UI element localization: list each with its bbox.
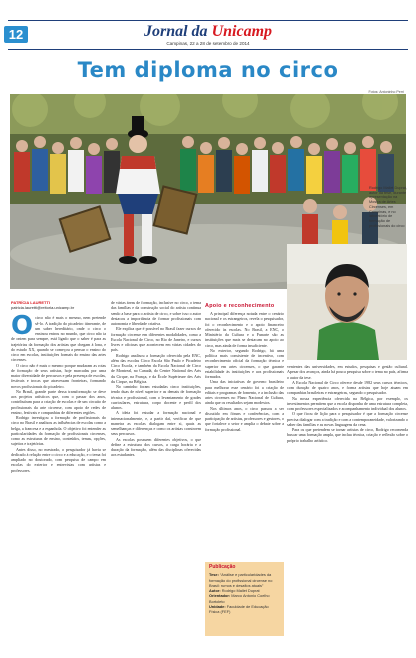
page-number: 12 — [4, 26, 28, 43]
masthead-rule — [8, 49, 408, 50]
article-paragraph: Para os que pretendem se tornar artistas de circo, Rodrigo recomenda buscar uma formação ampla, que inclua técnica, criação e reflexão sobre o próprio trabalho artístico. — [287, 427, 408, 443]
top-rule — [8, 20, 408, 21]
byline — [11, 300, 106, 310]
article-paragraph: Nos últimos anos, o circo passou a ser discutido em fóruns e conferências, com a participação de artistas, professores e gestores, o que fortalece o setor e amplia o debate sobre a formação profissional. — [205, 405, 284, 432]
article-paragraph: A ideia foi estudar a formação nacional e internacionalmente, e, a partir daí, verificar de que maneira as escolas dialogam entre si, quais as semelhanças e diferenças e como os artistas constroem seus percursos. — [111, 410, 201, 437]
article-headline: Tem diploma no circo — [77, 58, 339, 82]
article-paragraph: A Escola Nacional de Circo oferece desde 1982 seus cursos técnicos, com duração de quatro anos, e forma artistas que hoje atuam em companhias brasileiras e estrangeiras, segundo o pesquisador. — [287, 379, 408, 396]
newspaper-title-part2: Unicamp — [211, 23, 273, 40]
photo-caption: Rodrigo Mallet Duprat, autor da tese, durante apresentação na Mostra de Artes Circenses, em Campinas, e no laboratório de formação de profissionais do circo — [369, 186, 407, 228]
article-paragraph: Antes disso, no mestrado, o pesquisador já havia se dedicado à relação entre o circo e a educação, e o tema foi ampliado no doutorado, com pesquisa de campo em escolas do exterior e entrevistas com artistas e professores. — [11, 446, 106, 473]
article-paragraph: Rodrigo analisou a formação oferecida pela ENC, além das escolas Circo Escola São Paulo e Picadeiro Circo Escola, e também da Escola Nacional de Circo de Montreal, no Canadá, do Centre National des Arts du Cirque, na França, e da École Supérieure des Arts du Cirque, na Bélgica. — [111, 352, 201, 384]
publication-infobox — [205, 562, 284, 636]
article-paragraph: Ocirco não é mais o mesmo, nem pretende sê-lo. A tradição do picadeiro itinerante, de um saber hereditário, onde o circo o ensinou entrou no mundo, que circo não ia de ontem para sempre, está ligado que o saber é para as trajetórias da formação dos artistas que chegam à lona, e do estudo XX, quando se começou a pensar o ensino do circo em escolas, instituições formais do ensino das artes circenses. — [11, 311, 106, 363]
article-paragraph: As escolas possuem diferentes objetivos, o que define a estrutura dos cursos, a carga horária e a duração da formação, além das disciplinas oferecidas aos estudantes. — [111, 436, 201, 458]
article-paragraph: No Brasil, grande parte dessa transformação se deve aos projetos artísticos que, com o passar dos anos, contribuíram para a criação de escolas e de um circuito de profissionais da arte circense, com apoio de redes de ensino, festivais e companhias de diferentes regiões. — [11, 388, 106, 415]
infobox-row-unit: Unidade: Faculdade de Educação Física (FEF) — [209, 604, 269, 615]
newspaper-title-part1: Jornal da — [143, 23, 212, 40]
article-paragraph: No exterior, segundo Rodrigo, há uma política mais consistente de incentivo, com reconhecimento oficial da formação técnica e superior em artes circenses, o que garante estabilidade às instituições e aos profissionais formados. — [205, 347, 284, 379]
masthead — [0, 23, 416, 47]
article-column-4 — [287, 364, 408, 650]
article-paragraph: A principal diferença notada entre o cenário nacional e os estrangeiros, revela o pesquisador, foi o reconhecimento e o apoio financeiro oferecido às escolas. No Brasil, a ENC, o Ministério da Cultura e a Funarte são as instituições que mais se destacam no apoio ao circo, mas ainda de forma insuficiente. — [205, 311, 284, 348]
article-column-3 — [205, 302, 284, 558]
article-paragraph: No caminho foram estudadas cinco instituições, tendo duas de nível superior e as demais de formação técnica e profissional, com o levantamento de grades curriculares, estrutura, corpo docente e perfil dos alunos. — [111, 384, 201, 410]
author-email: patricia.lauretti@reitoria.unicamp.br — [11, 305, 75, 311]
article-column-1 — [11, 300, 106, 650]
article-paragraph: venientes das universidades, em estudos, pesquisas e gestão cultural. Apesar dos avanços, ainda há pouca pesquisa sobre o tema no país, afirma o autor da tese. — [287, 364, 408, 380]
article-paragraph: Na nossa experiência oferecida na Bélgica, por exemplo, os investimentos permitem que a escola disponha de uma estrutura completa, com professores especializados e acompanhamento individual dos alunos. — [287, 395, 408, 411]
drop-cap: O — [11, 311, 34, 342]
infobox-row-thesis: Tese: “Análise e particularidades da formação do profissional circense no Brasil: rumos e desafios atuais” — [209, 572, 273, 588]
article-paragraph: O circo não é mais o mesmo porque mudaram as rotas de formação de seus artistas, hoje marcadas por uma maior diversidade de percursos e pela presença de escolas, festivais e trocas que atravessam fronteiras, formando novos profissionais do picadeiro. — [11, 362, 106, 389]
article-paragraph: Ele explica que é possível no Brasil fazer cursos de formação circense em diferentes modalidades, como a Escola Nacional de Circo, no Rio de Janeiro, e cursos livres e oficinas que acontecem em várias cidades do país. — [111, 326, 201, 353]
portrait-illustration — [287, 244, 407, 360]
article-paragraph: Rodrigo investigou a formação de profissionais do circo no Brasil e analisou as influências de escolas como a belga, a francesa e a espanhola. O objetivo foi entender as particularidades da formação de profissionais circenses, como as estruturas de ensino, conteúdos, temas, opções, sujeitos e trajetórias. — [11, 415, 106, 447]
newspaper-title — [0, 23, 416, 41]
article-paragraph: de várias áreas de formação, inclusive no circo, o tema das famílias e da construção social do artista continua sendo a base para o artista de circo, e sobre isso o autor destacou a importância de formar profissionais com autonomia e liberdade criativa. — [111, 300, 201, 326]
author-name: PATRÍCIA LAURETTI — [11, 300, 51, 305]
infobox-row-advisor: Orientador: Marco Antonio Coelho Bortoleto — [209, 593, 270, 604]
researcher-portrait-photo — [287, 244, 407, 360]
article-paragraph: Uma das iniciativas de governo brasileiro para melhorar esse cenário foi a criação de editais e programas de fomento, e a inclusão das artes circenses no Plano Nacional de Cultura, ainda que os resultados sejam modestos. — [205, 379, 284, 406]
article-column-2 — [111, 300, 201, 650]
infobox-heading: Publicação — [209, 564, 236, 570]
section-heading: Apoio e reconhecimento — [205, 303, 275, 309]
infobox-row-author: Autor: Rodrigo Mallet Duprat — [209, 588, 260, 594]
article-paragraph: O que ficou de lição para o pesquisador é que a formação circense precisa dialogar com a tradição e com a contemporaneidade, valorizando o saber das famílias e as novas linguagens da cena. — [287, 411, 408, 427]
photo-credit: Fotos: Antoninho Perri — [368, 90, 404, 94]
dateline: Campinas, 22 a 28 de setembro de 2014 — [166, 41, 250, 46]
